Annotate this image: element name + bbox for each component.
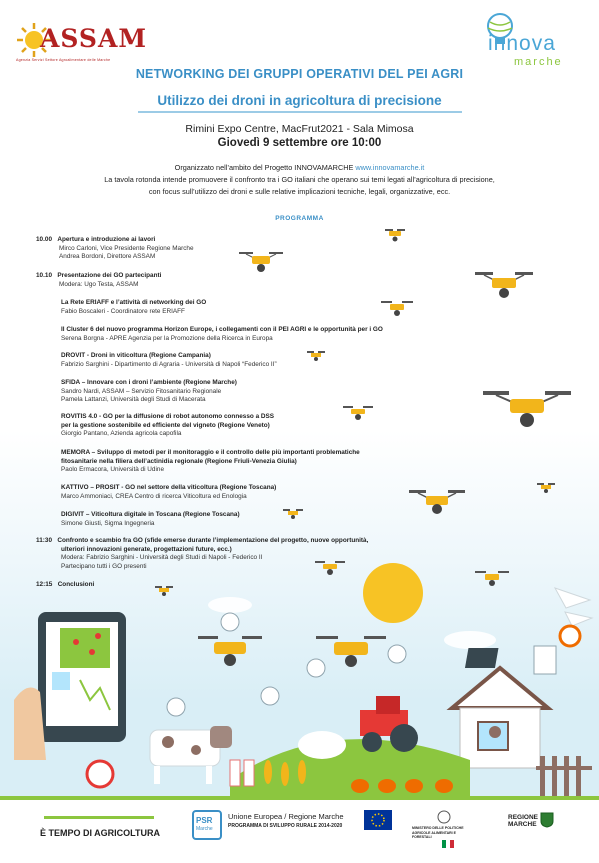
program-title: Presentazione dei GO partecipanti [57, 272, 162, 279]
program-title-cont: ulteriori innovazioni generate, progettazioni future, ecc.) [61, 545, 232, 553]
drone-icon [316, 636, 386, 667]
drone-icon [536, 482, 556, 494]
program-title-cont: per la gestione sostenibile ed efficiente del vigneto (Regione Veneto) [61, 421, 270, 429]
thermometer-pin-icon [167, 698, 185, 716]
program-title: La Rete ERIAFF e l’attività di networking dei GO [61, 299, 207, 306]
drone-icon [380, 300, 414, 318]
program-speaker: Pamela Lattanzi, Università degli Studi di Macerata [61, 396, 206, 403]
program-speaker: Andrea Bordoni, Direttore ASSAM [59, 253, 156, 260]
assam-wordmark: ASSAM [40, 24, 148, 53]
paper-plane-icon [555, 588, 590, 608]
ministry-label: MINISTERO DELLE POLITICHE AGRICOLE ALIMENTARI E FORESTALI [412, 826, 464, 839]
campaign-label: È TEMPO DI AGRICOLTURA [40, 828, 160, 838]
alarm-clock-icon [87, 761, 113, 787]
program-item [61, 352, 277, 369]
program-speaker: Fabrizio Sarghini - Dipartimento di Agraria - Università di Napoli “Federico II” [61, 360, 277, 368]
intro-line-3: con focus sull’utilizzo dei droni e sulle relative implicazioni tecniche, legali, organizzative, ecc. [148, 187, 451, 196]
innova-wordmark: innova [488, 32, 556, 55]
chart-pin-icon [221, 613, 239, 631]
intro-line-2: La tavola rotonda intende promuovere il confronto tra i GO italiani che operano sui temi legati all’agricoltura di precisione, [104, 175, 495, 184]
program-speaker: Fabio Boscaleri - Coordinatore rete ERIAFF [61, 307, 185, 315]
program-speaker: Paolo Ermacora, Università di Udine [61, 466, 165, 473]
program-title: SFIDA – Innovare con i droni l’ambiente (Regione Marche) [61, 379, 237, 386]
event-date: Giovedì 9 settembre ore 10:00 [217, 137, 382, 149]
program-item [61, 379, 237, 405]
emblem-icon [436, 810, 452, 824]
program-title: Apertura e introduzione ai lavori [57, 236, 156, 243]
program-item [61, 299, 206, 316]
region-shield-icon [540, 812, 554, 828]
program-title: MEMORA – Sviluppo di metodi per il monitoraggio e il controllo delle più importanti problematiche [61, 449, 360, 456]
milk-bottle-icon [230, 760, 240, 786]
program-item [61, 413, 274, 439]
agriculture-illustration [0, 560, 599, 810]
program-speaker: Partecipano tutti i GO presenti [61, 562, 147, 570]
document-icon [534, 646, 556, 674]
program-title: Confronto e scambio fra GO (sfide emerse durante l’implementazione del progetto, nuove opportunità, [57, 537, 369, 544]
program-item [61, 511, 240, 528]
program-item [36, 272, 161, 289]
program-title: Il Cluster 6 del nuovo programma Horizon Europe, i collegamenti con il PEI AGRI e le opportunità per i GO [61, 326, 383, 333]
cloud-icon [208, 597, 252, 613]
program-item [36, 236, 194, 262]
psr-logo [192, 810, 222, 840]
sun-icon [363, 563, 423, 623]
event-venue: Rimini Expo Centre, MacFrut2021 - Sala Mimosa [185, 123, 414, 135]
drone-icon [306, 350, 326, 362]
program-item [61, 326, 383, 343]
program-time: 11:30 [36, 537, 52, 544]
drone-icon [238, 250, 284, 274]
program-item [61, 449, 360, 475]
innova-logo [474, 10, 584, 70]
cow-icon [150, 726, 232, 784]
program-speaker: Simone Giusti, Sigma Ingegneria [61, 519, 155, 527]
region-label: REGIONE MARCHE [508, 814, 538, 828]
program-speaker: Giorgio Pantano, Azienda agricola capofila [61, 430, 182, 437]
program-speaker: Marco Ammoniaci, CREA Centro di ricerca Viticoltura ed Enologia [61, 492, 247, 500]
assam-logo [14, 18, 148, 68]
psr-program-label: PROGRAMMA DI SVILUPPO RURALE 2014-2020 [228, 823, 343, 829]
assam-tagline: Agenzia Servizi Settore Agroalimentare delle Marche [16, 58, 111, 62]
italy-flag-icon [442, 840, 454, 848]
program-time: 12:15 [36, 581, 53, 588]
program-title-cont: fitosanitarie nella filiera dell’actinidia regionale (Regione Friuli-Venezia Giulia) [61, 457, 297, 465]
footer [0, 800, 599, 863]
psr-label: PSR [196, 816, 213, 825]
innovamarche-link[interactable]: www.innovamarche.it [355, 163, 425, 172]
program-heading: PROGRAMMA [275, 215, 324, 222]
program-time: 10.10 [36, 272, 52, 279]
program-speaker: Modera: Fabrizio Sarghini - Università degli Studi di Napoli - Federico II [61, 554, 263, 561]
paper-plane-icon [565, 612, 592, 626]
eu-region-label: Unione Europea / Regione Marche [228, 812, 344, 821]
drone-icon [482, 388, 572, 430]
psr-sublabel: Marche [196, 826, 213, 832]
program-title: DIGIVIT – Viticoltura digitale in Toscana (Regione Toscana) [61, 511, 240, 518]
lifebuoy-icon [560, 626, 580, 646]
plant-pin-icon [388, 645, 406, 663]
innova-sub: marche [514, 56, 563, 68]
drone-icon [198, 636, 262, 666]
program-speaker: Serena Borgna - APRE Agenzia per la Promozione della Ricerca in Europa [61, 334, 273, 342]
program-speaker: Sandro Nardi, ASSAM – Servizio Fitosanitario Regionale [61, 387, 222, 395]
event-subtitle: Utilizzo dei droni in agricoltura di precisione [157, 93, 442, 108]
gear-pin-icon [307, 659, 325, 677]
solar-panel-icon [465, 648, 499, 668]
event-title: NETWORKING DEI GRUPPI OPERATIVI DEL PEI AGRI [135, 67, 464, 81]
program-speaker: Modera: Ugo Testa, ASSAM [59, 280, 139, 288]
intro-line-1 [40, 162, 559, 174]
eu-flag-icon [364, 810, 392, 830]
drone-icon [474, 270, 534, 300]
house-icon [452, 668, 548, 768]
program-title: ROVITIS 4.0 - GO per la diffusione di robot autonomo connesso a DSS [61, 413, 275, 420]
program-item [61, 484, 276, 501]
milk-bottle-icon [244, 760, 254, 786]
tablet-icon [38, 612, 126, 742]
drone-icon [408, 488, 466, 516]
water-drop-pin-icon [261, 687, 279, 705]
title-underline [138, 111, 462, 115]
drone-icon [342, 405, 374, 421]
program-title: Conclusioni [57, 581, 95, 588]
campaign-stripes [44, 812, 154, 824]
program-time: 10.00 [36, 236, 52, 243]
intro-text [40, 162, 559, 198]
program-title: KATTIVO – PROSIT - GO nel settore della viticoltura (Regione Toscana) [61, 484, 277, 491]
program-speaker: Mirco Carloni, Vice Presidente Regione Marche [59, 244, 194, 252]
drone-icon [282, 508, 304, 520]
sheep-icon [298, 731, 346, 759]
fence-icon [536, 756, 592, 796]
drone-icon [384, 228, 406, 242]
intro-organizer: Organizzato nell’ambito del Progetto INNOVAMARCHE [174, 163, 356, 172]
program-title: DROVIT - Droni in viticoltura (Regione Campania) [61, 352, 211, 359]
cloud-icon [444, 631, 496, 649]
